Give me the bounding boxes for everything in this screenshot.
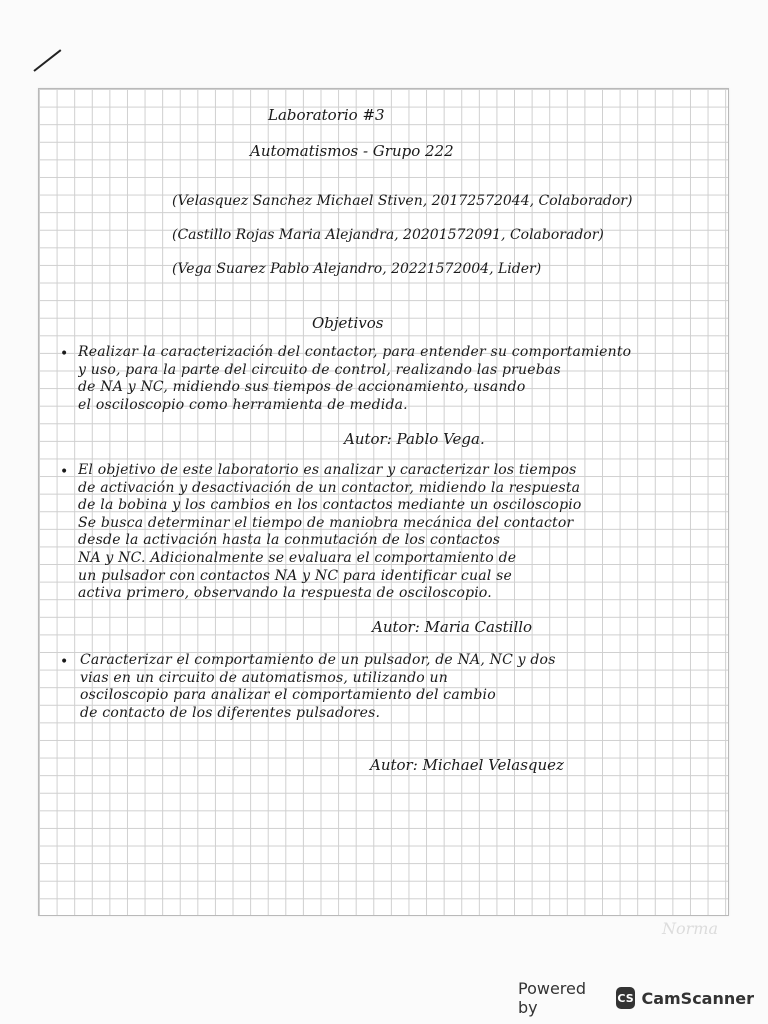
- objective-line: desde la activación hasta la conmutación de los contactos: [78, 532, 501, 549]
- objective-line: vias en un circuito de automatismos, utilizando un: [80, 669, 448, 686]
- bullet-icon: •: [60, 346, 69, 362]
- objective-paragraph: [78, 462, 718, 603]
- objective-line: de la bobina y los cambios en los contactos mediante un osciloscopio: [78, 497, 582, 514]
- member-line: (Vega Suarez Pablo Alejandro, 20221572004, Lider): [172, 261, 542, 277]
- objective-line: osciloscopio para analizar el comportamiento del cambio: [80, 687, 496, 704]
- pen-stroke-mark: [33, 49, 61, 72]
- objectives-heading: Objetivos: [312, 314, 384, 332]
- member-line: (Velasquez Sanchez Michael Stiven, 20172572044, Colaborador): [172, 193, 633, 209]
- camscanner-footer: [518, 979, 754, 1017]
- camscanner-brand-name: CamScanner: [641, 988, 754, 1008]
- objective-line: de NA y NC, midiendo sus tiempos de accionamiento, usando: [78, 379, 526, 396]
- objective-line: NA y NC. Adicionalmente se evaluara el comportamiento de: [78, 549, 517, 566]
- objective-line: un pulsador con contactos NA y NC para identificar cual se: [78, 567, 512, 584]
- bullet-icon: •: [60, 464, 69, 480]
- objective-paragraph: [78, 344, 700, 414]
- objective-line: y uso, para la parte del circuito de control, realizando las pruebas: [78, 361, 561, 378]
- objective-line: Se busca determinar el tiempo de maniobra mecánica del contactor: [78, 514, 574, 531]
- objective-line: el osciloscopio como herramienta de medida.: [78, 396, 408, 413]
- member-line: (Castillo Rojas Maria Alejandra, 20201572091, Colaborador): [172, 227, 604, 243]
- lab-title: Laboratorio #3: [268, 106, 385, 124]
- course-line: Automatismos - Grupo 222: [250, 142, 454, 160]
- objective-line: de activación y desactivación de un contactor, midiendo la respuesta: [78, 479, 581, 496]
- objective-line: activa primero, observando la respuesta de osciloscopio.: [78, 585, 492, 602]
- paper-brand-watermark: Norma: [662, 919, 718, 938]
- objective-author: Autor: Michael Velasquez: [370, 756, 564, 774]
- camscanner-logo-icon: CS: [616, 987, 636, 1009]
- objective-line: El objetivo de este laboratorio es analizar y caracterizar los tiempos: [78, 462, 577, 478]
- objective-paragraph: [80, 652, 700, 722]
- objective-line: Caracterizar el comportamiento de un pulsador, de NA, NC y dos: [80, 652, 556, 668]
- objective-line: de contacto de los diferentes pulsadores.: [80, 704, 381, 721]
- objective-author: Autor: Maria Castillo: [372, 618, 533, 636]
- objective-line: Realizar la caracterización del contactor, para entender su comportamiento: [78, 344, 632, 360]
- objective-author: Autor: Pablo Vega.: [344, 430, 485, 448]
- bullet-icon: •: [60, 654, 69, 670]
- powered-by-label: Powered by: [518, 979, 587, 1017]
